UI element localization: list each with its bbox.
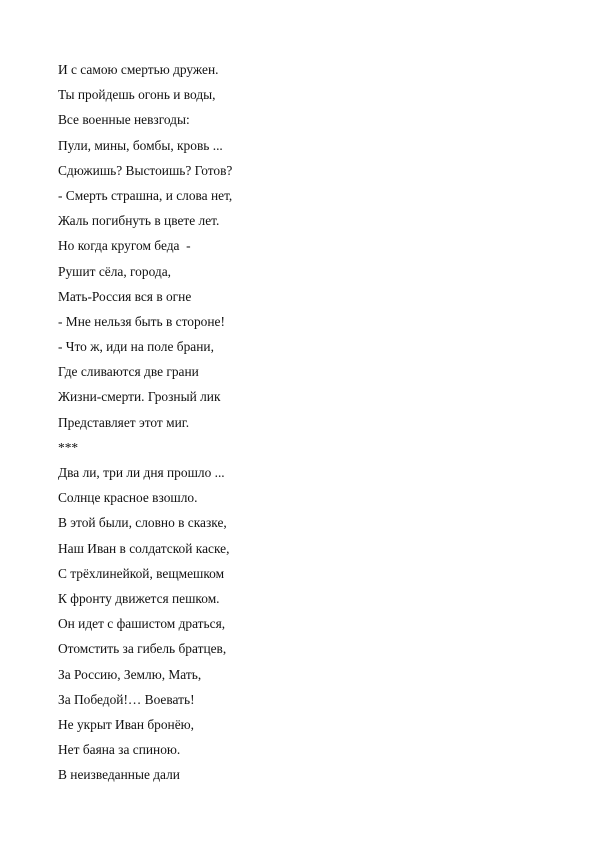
poem-line: Но когда кругом беда - bbox=[58, 238, 191, 254]
poem-line: С трёхлинейкой, вещмешком bbox=[58, 565, 225, 581]
poem-line: Пули, мины, бомбы, кровь ... bbox=[58, 137, 223, 153]
poem-line: Жизни-смерти. Грозный лик bbox=[58, 389, 221, 405]
poem-line: - Смерть страшна, и слова нет, bbox=[58, 187, 233, 203]
poem-line: Рушит сёла, города, bbox=[58, 263, 171, 279]
poem-text bbox=[58, 57, 538, 787]
poem-line: - Мне нельзя быть в стороне! bbox=[58, 313, 225, 329]
poem-line: В этой были, словно в сказке, bbox=[58, 515, 227, 531]
section-separator: *** bbox=[58, 439, 79, 455]
poem-line: Не укрыт Иван бронёю, bbox=[58, 716, 194, 732]
poem-line: Он идет с фашистом драться, bbox=[58, 616, 226, 632]
poem-line: За Победой!… Воевать! bbox=[58, 691, 195, 707]
poem-line: К фронту движется пешком. bbox=[58, 590, 220, 606]
poem-line: Сдюжишь? Выстоишь? Готов? bbox=[58, 162, 233, 178]
poem-line: И с самою смертью дружен. bbox=[58, 62, 219, 77]
poem-line: Представляет этот миг. bbox=[58, 414, 190, 430]
poem-line: В неизведанные дали bbox=[58, 767, 180, 783]
poem-line: Все военные невзгоды: bbox=[58, 112, 190, 128]
poem-line: Нет баяна за спиною. bbox=[58, 742, 181, 758]
poem-line: Солнце красное взошло. bbox=[58, 490, 198, 506]
poem-line: Мать-Россия вся в огне bbox=[58, 288, 192, 304]
poem-line: Ты пройдешь огонь и воды, bbox=[58, 87, 216, 103]
poem-line: Жаль погибнуть в цвете лет. bbox=[58, 213, 220, 229]
poem-line: Отомстить за гибель братцев, bbox=[58, 641, 227, 657]
poem-line: - Что ж, иди на поле брани, bbox=[58, 339, 214, 355]
poem-line: Два ли, три ли дня прошло ... bbox=[58, 465, 225, 480]
poem-line: Где сливаются две грани bbox=[58, 364, 199, 380]
poem-line: За Россию, Землю, Мать, bbox=[58, 666, 202, 682]
poem-line: Наш Иван в солдатской каске, bbox=[58, 540, 230, 556]
